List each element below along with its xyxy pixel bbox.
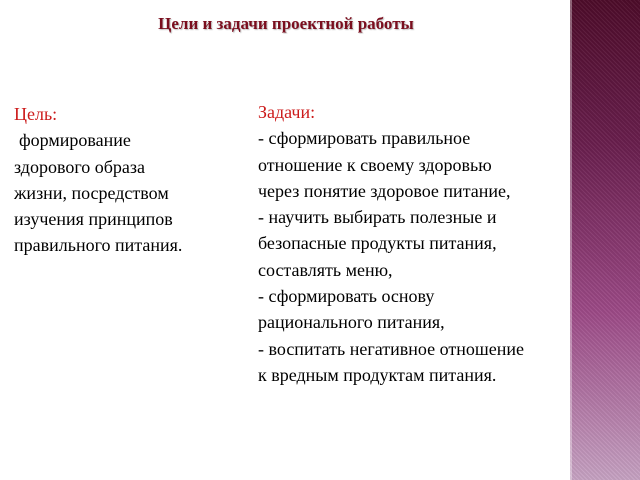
- tasks-line: через понятие здоровое питание,: [258, 180, 511, 201]
- tasks-line: составлять меню,: [258, 259, 393, 280]
- goal-line: правильного питания.: [14, 235, 183, 256]
- decorative-side-bar: [570, 0, 640, 480]
- tasks-line: - сформировать основу: [258, 286, 435, 307]
- tasks-line: безопасные продукты питания,: [258, 233, 497, 254]
- goal-line: изучения принципов: [14, 209, 173, 230]
- goal-line: формирование: [19, 130, 131, 151]
- goal-line: жизни, посредством: [14, 182, 169, 203]
- slide-title: Цели и задачи проектной работы: [158, 14, 414, 33]
- tasks-line: - воспитать негативное отношение: [258, 338, 524, 359]
- tasks-heading: Задачи:: [258, 102, 316, 122]
- goal-block: [14, 101, 244, 259]
- tasks-line: - сформировать правильное: [258, 128, 471, 149]
- side-bar-edge: [570, 0, 572, 480]
- goal-heading: Цель:: [14, 104, 58, 124]
- tasks-line: - научить выбирать полезные и: [258, 207, 497, 228]
- tasks-line: отношение к своему здоровью: [258, 154, 492, 175]
- tasks-line: рационального питания,: [258, 312, 445, 333]
- goal-line: здорового образа: [14, 156, 146, 177]
- tasks-block: [258, 99, 570, 388]
- tasks-line: к вредным продуктам питания.: [258, 364, 497, 385]
